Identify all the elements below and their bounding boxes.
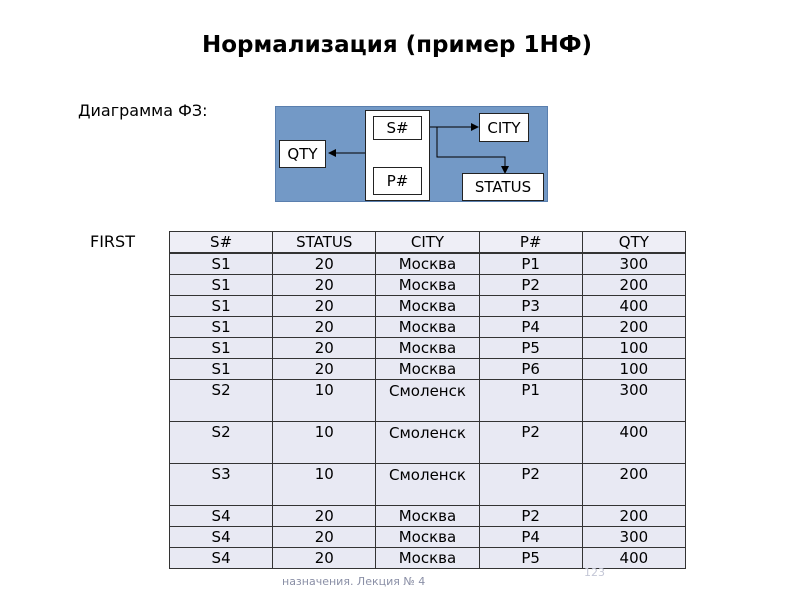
table-cell: P4 (479, 527, 582, 548)
node-city: CITY (479, 113, 529, 142)
fd-diagram (275, 106, 548, 202)
table-cell: P5 (479, 548, 582, 569)
table-row (170, 296, 686, 317)
table-cell: 20 (273, 275, 376, 296)
table-cell: 100 (582, 359, 685, 380)
table-cell: P2 (479, 464, 582, 506)
table-cell: Москва (376, 253, 479, 275)
table-cell: 400 (582, 548, 685, 569)
table-cell: 200 (582, 275, 685, 296)
table-cell: Москва (376, 506, 479, 527)
table-cell: P3 (479, 296, 582, 317)
table-cell: 20 (273, 548, 376, 569)
table-row (170, 380, 686, 422)
table-cell: Смоленск (376, 464, 479, 506)
table-cell: 200 (582, 506, 685, 527)
table-cell: 400 (582, 296, 685, 317)
table-cell: S1 (170, 296, 273, 317)
table-cell: S4 (170, 548, 273, 569)
table-row (170, 317, 686, 338)
table-cell: Москва (376, 275, 479, 296)
table-cell: S2 (170, 380, 273, 422)
table-body (170, 253, 686, 569)
table-cell: P6 (479, 359, 582, 380)
node-s: S# (373, 116, 422, 140)
table-cell: 20 (273, 359, 376, 380)
table-cell: 20 (273, 506, 376, 527)
table-row (170, 275, 686, 296)
table-row (170, 527, 686, 548)
table-cell: 300 (582, 253, 685, 275)
table-cell: 200 (582, 464, 685, 506)
table-cell: 20 (273, 338, 376, 359)
table-cell: P5 (479, 338, 582, 359)
table-cell: 20 (273, 317, 376, 338)
table-cell: P2 (479, 422, 582, 464)
table-cell: 200 (582, 317, 685, 338)
table-row (170, 464, 686, 506)
table-cell: 300 (582, 527, 685, 548)
table-cell: S1 (170, 253, 273, 275)
table-cell: 20 (273, 296, 376, 317)
relation-table (169, 231, 686, 569)
table-cell: S1 (170, 359, 273, 380)
header-status: STATUS (273, 232, 376, 254)
slide-title: Нормализация (пример 1НФ) (201, 32, 593, 58)
table-cell: 300 (582, 380, 685, 422)
header-qty: QTY (582, 232, 685, 254)
table-cell: Смоленск (376, 422, 479, 464)
table-cell: S1 (170, 338, 273, 359)
table-cell: Смоленск (376, 380, 479, 422)
table-cell: 10 (273, 464, 376, 506)
table-cell: Москва (376, 317, 479, 338)
node-qty: QTY (279, 140, 326, 168)
table-cell: Москва (376, 527, 479, 548)
table-cell: S4 (170, 506, 273, 527)
table-cell: Москва (376, 296, 479, 317)
table-cell: 20 (273, 527, 376, 548)
diagram-label: Диаграмма ФЗ: (78, 101, 208, 120)
table-cell: 100 (582, 338, 685, 359)
table-cell: P1 (479, 253, 582, 275)
table-row (170, 422, 686, 464)
table-cell: 20 (273, 253, 376, 275)
page-number: 123 (584, 566, 605, 579)
table-cell: Москва (376, 338, 479, 359)
relation-name: FIRST (90, 232, 135, 251)
table-cell: S4 (170, 527, 273, 548)
table-row (170, 506, 686, 527)
table-row (170, 548, 686, 569)
node-status: STATUS (462, 173, 544, 201)
table-cell: S1 (170, 275, 273, 296)
table-cell: Москва (376, 548, 479, 569)
table-row (170, 253, 686, 275)
table-cell: P2 (479, 275, 582, 296)
table-row (170, 359, 686, 380)
table-cell: S3 (170, 464, 273, 506)
node-p: P# (373, 167, 422, 195)
table-cell: S2 (170, 422, 273, 464)
table-cell: 10 (273, 380, 376, 422)
footer-text: назначения. Лекция № 4 (282, 575, 426, 588)
header-city: CITY (376, 232, 479, 254)
table-cell: P4 (479, 317, 582, 338)
table-cell: P2 (479, 506, 582, 527)
header-p: P# (479, 232, 582, 254)
table-cell: Москва (376, 359, 479, 380)
table-cell: 400 (582, 422, 685, 464)
table-header-row (170, 232, 686, 254)
header-s: S# (170, 232, 273, 254)
table-cell: P1 (479, 380, 582, 422)
table-cell: 10 (273, 422, 376, 464)
table-cell: S1 (170, 317, 273, 338)
table-row (170, 338, 686, 359)
